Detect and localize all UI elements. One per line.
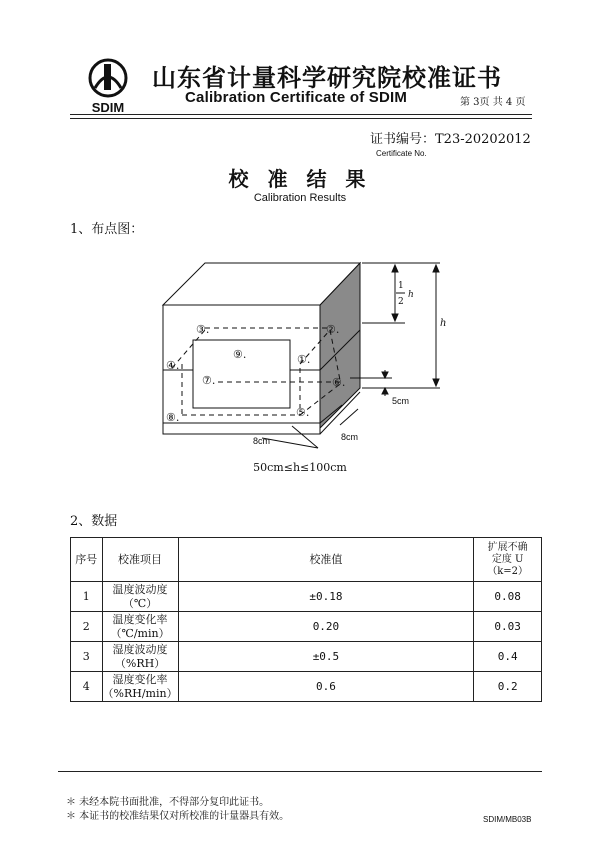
point-6: ⑥. — [332, 376, 346, 389]
dim-8cm-left: 8cm — [253, 436, 271, 446]
row-no: 3 — [71, 642, 103, 672]
header-rule — [70, 114, 532, 115]
row-item: 湿度变化率 （%RH/min） — [102, 673, 178, 700]
calibration-data-table — [70, 537, 542, 702]
half-h-denominator: 2 — [398, 297, 404, 307]
row-uncertainty: 0.4 — [474, 642, 542, 672]
point-9: ⑨. — [233, 348, 247, 361]
row-no: 2 — [71, 612, 103, 642]
table-row — [71, 642, 542, 672]
section-1-heading: 1、布点图： — [70, 222, 144, 237]
row-uncertainty: 0.08 — [474, 582, 542, 612]
header-title-en: Calibration Certificate of SDIM — [185, 89, 408, 106]
row-uncertainty: 0.03 — [474, 612, 542, 642]
footer-note-1: ＊ 未经本院书面批准，不得部分复印此证书。 — [66, 797, 270, 808]
sensor-layout-diagram — [150, 255, 460, 470]
height-range: 50cm≤h≤100cm — [253, 461, 347, 474]
row-value: 0.6 — [178, 672, 474, 702]
row-item: 湿度波动度 （%RH） — [102, 642, 178, 672]
form-code: SDIM/MB03B — [483, 815, 532, 824]
point-1: ①. — [297, 353, 311, 366]
table-row — [71, 582, 542, 612]
row-no: 1 — [71, 582, 103, 612]
point-2: ②. — [326, 323, 340, 336]
point-3: ③. — [196, 323, 210, 336]
point-8: ⑧. — [166, 411, 180, 424]
col-header-value: 校准值 — [178, 538, 474, 582]
dim-8cm-right: 8cm — [341, 432, 359, 442]
certificate-number: 证书编号：T23-20202012 — [370, 132, 531, 147]
point-5: ⑤. — [296, 406, 310, 419]
box-base — [163, 423, 320, 434]
col-header-item: 校准项目 — [102, 538, 178, 582]
certificate-number-label-en: Certificate No. — [376, 149, 427, 158]
table-row — [71, 672, 542, 702]
row-item: 温度波动度 （℃） — [102, 582, 178, 612]
row-uncertainty: 0.2 — [474, 672, 542, 702]
half-h-numerator: 1 — [398, 281, 404, 291]
section-2-heading: 2、数据 — [70, 514, 118, 529]
sdim-logo — [77, 58, 139, 116]
certificate-number-value: T23-20202012 — [435, 132, 531, 147]
h-label: h — [440, 318, 447, 329]
row-no: 4 — [71, 672, 103, 702]
half-h-variable: h — [408, 290, 414, 300]
col-header-no: 序号 — [71, 538, 103, 582]
col-header-uncertainty: 扩展不确 定度 U （k=2） — [474, 538, 542, 582]
table-header-row — [71, 538, 542, 582]
row-item: 温度变化率 （℃/min） — [102, 612, 178, 642]
row-value: 0.20 — [178, 612, 474, 642]
page-info: 第 3页 共 4 页 — [460, 97, 526, 108]
row-value: ±0.18 — [178, 582, 474, 612]
table-row — [71, 612, 542, 642]
point-7: ⑦. — [202, 374, 216, 387]
header-rule-thin — [70, 118, 532, 119]
results-title-cn: 校 准 结 果 — [228, 167, 372, 191]
row-value: ±0.5 — [178, 642, 474, 672]
dim-5cm: 5cm — [392, 396, 410, 406]
point-4: ④. — [166, 359, 180, 372]
footer-note-2: ＊ 本证书的校准结果仅对所校准的计量器具有效。 — [66, 811, 290, 822]
header-title-cn: 山东省计量科学研究院校准证书 — [152, 63, 502, 92]
svg-text:SDIM: SDIM — [91, 100, 125, 115]
results-title-en: Calibration Results — [253, 192, 347, 204]
footer-rule — [58, 771, 542, 772]
